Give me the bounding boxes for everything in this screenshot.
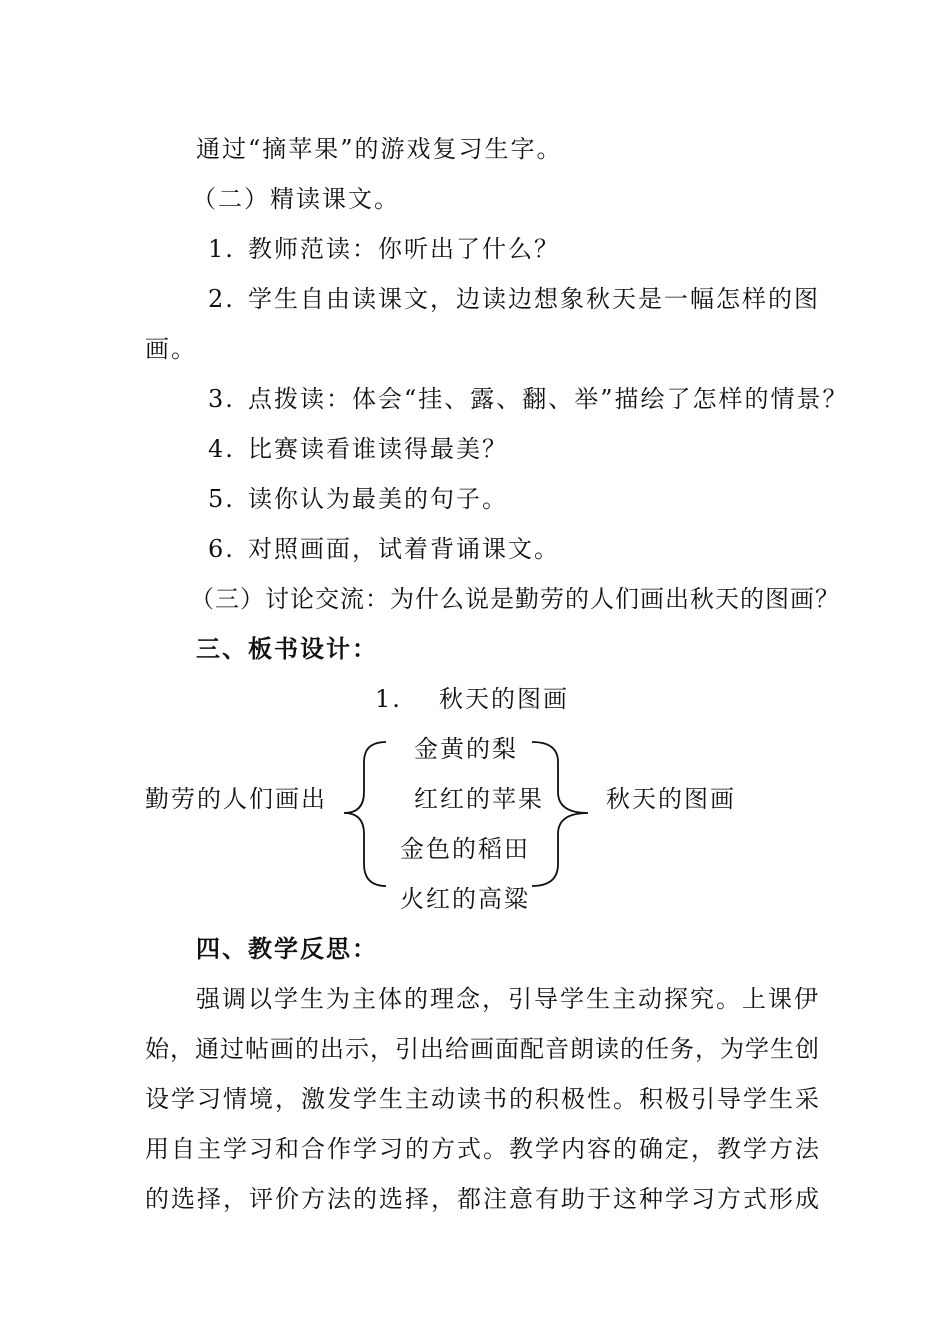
list-item bbox=[208, 284, 820, 314]
list-number: 6. bbox=[208, 535, 235, 563]
right-brace bbox=[530, 740, 592, 890]
list-item bbox=[208, 384, 849, 414]
board-item: 火红的高粱 bbox=[400, 885, 530, 913]
list-text: 点拨读：体会“挂、露、翻、举”描绘了怎样的情景？ bbox=[248, 385, 849, 413]
paragraph-line: 用自主学习和合作学习的方式。教学内容的确定，教学方法 bbox=[145, 1135, 821, 1163]
list-text: 读你认为最美的句子。 bbox=[248, 485, 508, 513]
list-text: 教师范读：你听出了什么？ bbox=[248, 235, 560, 263]
paragraph-line: 设学习情境，激发学生主动读书的积极性。积极引导学生采 bbox=[145, 1085, 821, 1113]
paragraph-line: 始，通过帖画的出示，引出给画面配音朗读的任务，为学生创 bbox=[145, 1035, 820, 1063]
list-text: 比赛读看谁读得最美？ bbox=[248, 435, 508, 463]
board-right-text: 秋天的图画 bbox=[606, 785, 736, 813]
list-number: 1. bbox=[208, 235, 235, 263]
board-title-text: 秋天的图画 bbox=[439, 685, 569, 713]
board-item: 金色的稻田 bbox=[400, 835, 530, 863]
left-brace bbox=[338, 740, 388, 890]
board-title bbox=[375, 684, 569, 714]
list-number: 2. bbox=[208, 285, 235, 313]
paragraph-line: 的选择，评价方法的选择，都注意有助于这种学习方式形成 bbox=[145, 1185, 821, 1213]
list-text: 学生自由读课文，边读边想象秋天是一幅怎样的图 bbox=[248, 285, 820, 313]
board-item: 金黄的梨 bbox=[414, 735, 518, 763]
paragraph-line: 强调以学生为主体的理念，引导学生主动探究。上课伊 bbox=[196, 985, 820, 1013]
list-item bbox=[208, 434, 508, 464]
list-number: 5. bbox=[208, 485, 235, 513]
list-item bbox=[208, 234, 560, 264]
text-line: 通过“摘苹果”的游戏复习生字。 bbox=[196, 135, 563, 163]
section-heading-4: 四、教学反思： bbox=[196, 934, 378, 963]
board-item: 红红的苹果 bbox=[414, 785, 544, 813]
list-item bbox=[208, 484, 508, 514]
list-item bbox=[208, 534, 560, 564]
section-heading-3: 三、板书设计： bbox=[196, 634, 378, 663]
section-heading-2: （二）精读课文。 bbox=[192, 185, 400, 213]
list-number: 3. bbox=[208, 385, 235, 413]
board-left-text: 勤劳的人们画出 bbox=[145, 785, 327, 813]
list-number: 4. bbox=[208, 435, 235, 463]
text-line: 画。 bbox=[145, 335, 197, 363]
text-line: （三）讨论交流：为什么说是勤劳的人们画出秋天的图画？ bbox=[190, 585, 840, 613]
board-number: 1. bbox=[375, 685, 402, 713]
list-text: 对照画面，试着背诵课文。 bbox=[248, 535, 560, 563]
